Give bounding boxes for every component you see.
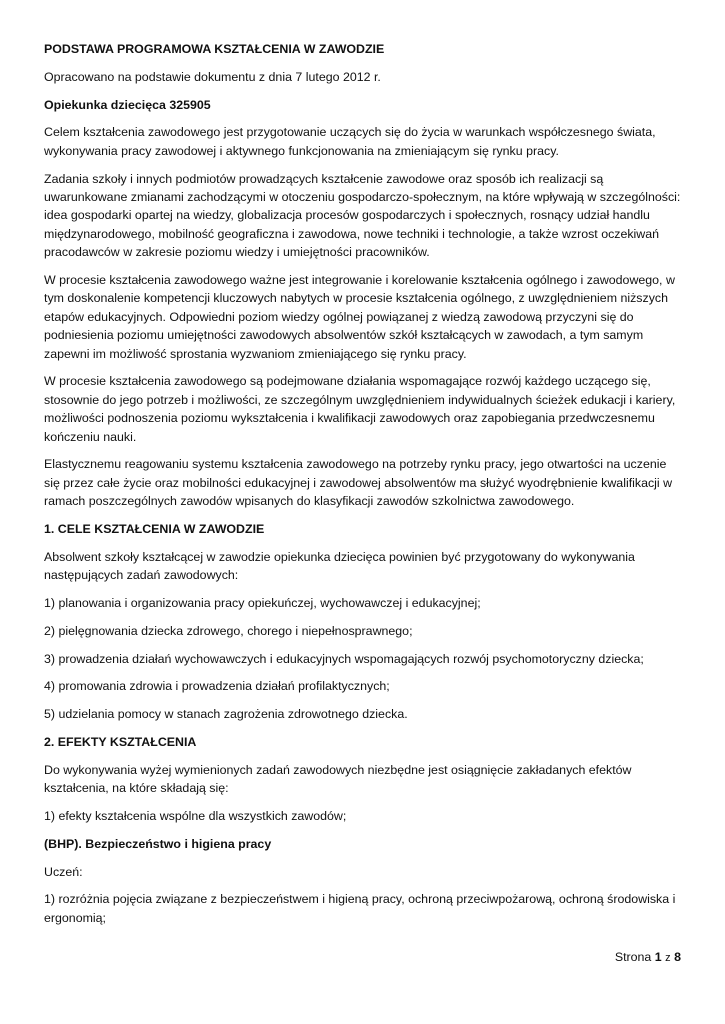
section-1-heading: 1. CELE KSZTAŁCENIA W ZAWODZIE (44, 522, 265, 537)
page-total: 8 (674, 950, 681, 964)
date-line: Opracowano na podstawie dokumentu z dnia 7 lutego 2012 r. (44, 69, 381, 84)
paragraph-4: W procesie kształcenia zawodowego są podejmowane działania wspomagające rozwój każdego uczącego się, stosownie do jego potrzeb i możliwości, ze szczególnym uwzględnieniem indywidualnych ścieżek edukacji i kariery, możliwości podnoszenia poziomu wykształcenia i kwalifikacji zawodowych oraz zapobiegania przedwczesnemu kończeniu nauki. (44, 374, 676, 444)
section-2-item-1: 1) efekty kształcenia wspólne dla wszystkich zawodów; (44, 809, 347, 824)
document-title: PODSTAWA PROGRAMOWA KSZTAŁCENIA W ZAWODZIE (44, 42, 385, 56)
paragraph-5: Elastycznemu reagowaniu systemu kształcenia zawodowego na potrzeby rynku pracy, jego otwartości na uczenie się przez całe życie oraz mobilności edukacyjnej i zawodowej absolwentów ma służyć wyodrębnienie kwalifikacji w ramach poszczególnych zawodów wpisanych do klasyfikacji zawodów szkolnictwa zawodowego. (44, 457, 673, 509)
paragraph-2: Zadania szkoły i innych podmiotów prowadzących kształcenie zawodowe oraz sposób ich realizacji są uwarunkowane zmianami zachodzącymi w otoczeniu gospodarczo-społecznym, na które wpływają w szczególności: idea gospodarki opartej na wiedzy, globalizacja procesów gospodarczych i społecznych, rosnący udział handlu międzynarodowego, mobilność geograficzna i zawodowa, nowe techniki i technologie, a także wzrost oczekiwań pracodawców w zakresie poziomu wiedzy i umiejętności pracowników. (44, 171, 681, 260)
bhp-heading: (BHP). Bezpieczeństwo i higiena pracy (44, 836, 272, 851)
profession-title: Opiekunka dziecięca 325905 (44, 97, 211, 112)
section-1-item-5: 5) udzielania pomocy w stanach zagrożenia zdrowotnego dziecka. (44, 707, 408, 722)
of-label: z (665, 952, 671, 964)
paragraph-3: W procesie kształcenia zawodowego ważne jest integrowanie i korelowanie kształcenia ogólnego i zawodowego, w tym doskonalenie kompetencji kluczowych nabytych w procesie kształcenia ogólnego, z uwzględnieniem niższych etapów edukacyjnych. Odpowiedni poziom wiedzy ogólnej powiązanej z wiedzą zawodową przyczyni się do podniesienia poziomu umiejętności zawodowych absolwentów szkół kształcących w zawodach, a tym samym zapewni im możliwość sprostania wyzwaniom zmieniającego się rynku pracy. (44, 273, 675, 361)
document-page (44, 40, 684, 937)
section-2-heading: 2. EFEKTY KSZTAŁCENIA (44, 735, 197, 750)
page-current: 1 (654, 950, 662, 964)
bhp-item-1: 1) rozróżnia pojęcia związane z bezpieczeństwem i higieną pracy, ochroną przeciwpożarową, ochroną środowiska i ergonomią; (44, 892, 676, 925)
section-1-item-4: 4) promowania zdrowia i prowadzenia działań profilaktycznych; (44, 679, 390, 694)
section-1-item-2: 2) pielęgnowania dziecka zdrowego, chorego i niepełnosprawnego; (44, 623, 413, 638)
section-1-item-1: 1) planowania i organizowania pracy opiekuńczej, wychowawczej i edukacyjnej; (44, 596, 481, 611)
student-label: Uczeń: (44, 864, 83, 879)
page-footer (615, 948, 681, 967)
section-2-intro: Do wykonywania wyżej wymienionych zadań zawodowych niezbędne jest osiągnięcie zakładanych efektów kształcenia, na które składają się: (44, 762, 632, 796)
section-1-intro: Absolwent szkoły kształcącej w zawodzie opiekunka dziecięca powinien być przygotowany do wykonywania następujących zadań zawodowych: (44, 549, 635, 583)
page-label: Strona (614, 950, 652, 964)
section-1-item-3: 3) prowadzenia działań wychowawczych i edukacyjnych wspomagających rozwój psychomotoryczny dziecka; (44, 651, 644, 666)
paragraph-1: Celem kształcenia zawodowego jest przygotowanie uczących się do życia w warunkach współczesnego świata, wykonywania pracy zawodowej i aktywnego funkcjonowania na zmieniającym się rynku pracy. (44, 125, 656, 158)
